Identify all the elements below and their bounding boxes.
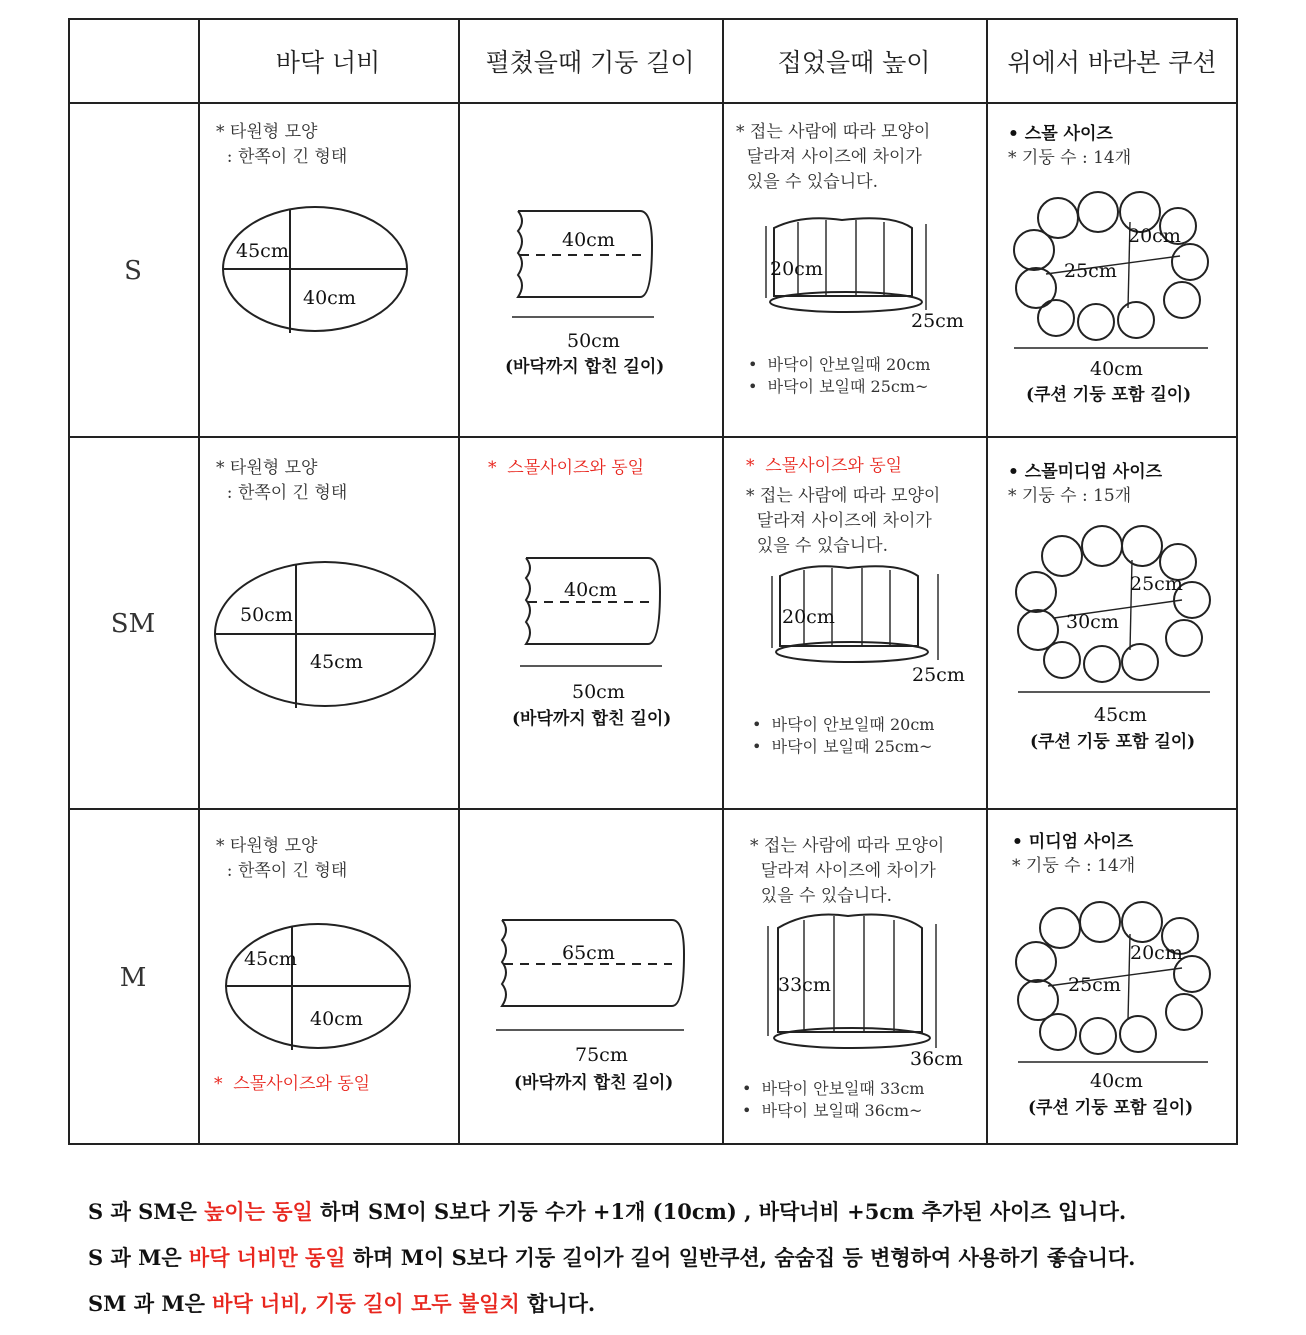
- top-total-dimension: 45cm: [1094, 704, 1147, 726]
- top-inner-vertical: 20cm: [1130, 942, 1183, 964]
- fold-variance-note: * 접는 사람에 따라 모양이 달라져 사이즈에 차이가 있을 수 있습니다.: [736, 122, 931, 192]
- unfold-inner-dimension: 40cm: [564, 579, 617, 601]
- row-divider-1: [68, 436, 1238, 438]
- header-unfolded-length: 펼쳤을때 기둥 길이: [485, 48, 695, 77]
- top-caption: (쿠션 기둥 포함 길이): [1026, 385, 1192, 405]
- header-corner: [68, 18, 198, 104]
- unfold-total-dimension: 75cm: [575, 1044, 628, 1066]
- top-inner-horizontal: 25cm: [1068, 974, 1121, 996]
- col-divider-1: [198, 18, 200, 1145]
- row-label: M: [119, 962, 147, 993]
- top-inner-horizontal: 25cm: [1064, 260, 1117, 282]
- summary-text: S 과 SM은: [88, 1199, 205, 1224]
- top-caption: (쿠션 기둥 포함 길이): [1028, 1098, 1194, 1118]
- top-size-title: • 스몰 사이즈: [1008, 124, 1113, 144]
- unfolded-pillar-diagram: [494, 914, 694, 1039]
- summary-line-sm-m: [88, 1288, 595, 1318]
- fold-variance-note: * 접는 사람에 따라 모양이 달라져 사이즈에 차이가 있을 수 있습니다.: [746, 486, 941, 556]
- top-size-title: • 미디엄 사이즈: [1012, 832, 1134, 852]
- header-folded-height: 접었을때 높이: [777, 48, 931, 77]
- row-label: S: [124, 256, 142, 286]
- col-divider-2: [458, 18, 460, 1145]
- fold-bullet-hidden-floor: • 바닥이 안보일때 20cm: [748, 355, 931, 374]
- floor-oval-diagram: [222, 922, 422, 1057]
- summary-highlight: 바닥 너비만 동일: [188, 1245, 346, 1270]
- fold-bullet-visible-floor: • 바닥이 보일때 25cm~: [752, 737, 933, 756]
- summary-text: 합니다.: [519, 1291, 596, 1316]
- summary-highlight: 높이는 동일: [204, 1199, 313, 1224]
- summary-line-s-sm: [88, 1196, 1126, 1226]
- unfolded-pillar-diagram: [510, 205, 660, 325]
- header-floor-width: 바닥 너비: [275, 48, 381, 77]
- top-total-dimension: 40cm: [1090, 358, 1143, 380]
- unfold-inner-dimension: 65cm: [562, 942, 615, 964]
- row-label: SM: [110, 609, 156, 639]
- fold-variance-note: * 접는 사람에 따라 모양이 달라져 사이즈에 차이가 있을 수 있습니다.: [750, 836, 945, 906]
- row-divider-2: [68, 808, 1238, 810]
- summary-text: 하며 SM이 S보다 기둥 수가 +1개 (10cm) , 바닥너비 +5cm 추가된 사이즈 입니다.: [312, 1199, 1127, 1224]
- fold-total-dimension: 25cm: [912, 664, 965, 686]
- floor-shape-note: * 타원형 모양 : 한쪽이 긴 형태: [216, 122, 348, 167]
- top-inner-vertical: 20cm: [1128, 225, 1181, 247]
- unfold-caption: (바닥까지 합친 길이): [505, 357, 665, 377]
- col-divider-3: [722, 18, 724, 1145]
- summary-highlight: 바닥 너비, 기둥 길이 모두 불일치: [212, 1291, 520, 1316]
- fold-bullet-hidden-floor: • 바닥이 안보일때 20cm: [752, 715, 935, 734]
- unfold-caption: (바닥까지 합친 길이): [514, 1073, 674, 1093]
- top-pillar-count: * 기둥 수 : 14개: [1012, 856, 1136, 876]
- top-inner-vertical: 25cm: [1130, 573, 1183, 595]
- col-divider-4: [986, 18, 988, 1145]
- floor-oval-diagram: [212, 560, 442, 715]
- fold-same-note: * 스몰사이즈와 동일: [746, 456, 903, 476]
- top-inner-horizontal: 30cm: [1066, 611, 1119, 633]
- floor-short-dimension: 45cm: [310, 651, 363, 673]
- summary-line-s-m: [88, 1242, 1135, 1272]
- table-border-bottom: [68, 1143, 1238, 1145]
- floor-oval-diagram: [220, 205, 420, 340]
- floor-short-dimension: 40cm: [310, 1008, 363, 1030]
- unfold-caption: (바닥까지 합친 길이): [512, 709, 672, 729]
- fold-inner-dimension: 33cm: [778, 974, 831, 996]
- header-top-view: 위에서 바라본 쿠션: [1007, 48, 1217, 77]
- floor-short-dimension: 40cm: [303, 287, 356, 309]
- top-caption: (쿠션 기둥 포함 길이): [1030, 732, 1196, 752]
- summary-text: S 과 M은: [88, 1245, 189, 1270]
- floor-long-dimension: 45cm: [236, 240, 289, 262]
- floor-same-note: * 스몰사이즈와 동일: [214, 1074, 371, 1094]
- unfold-inner-dimension: 40cm: [562, 229, 615, 251]
- top-pillar-count: * 기둥 수 : 14개: [1008, 148, 1132, 168]
- summary-text: SM 과 M은: [88, 1291, 213, 1316]
- floor-long-dimension: 45cm: [244, 948, 297, 970]
- fold-total-dimension: 36cm: [910, 1048, 963, 1070]
- top-total-dimension: 40cm: [1090, 1070, 1143, 1092]
- fold-inner-dimension: 20cm: [782, 606, 835, 628]
- unfolded-pillar-diagram: [518, 552, 668, 677]
- fold-inner-dimension: 20cm: [770, 258, 823, 280]
- unfold-total-dimension: 50cm: [567, 330, 620, 352]
- summary-text: 하며 M이 S보다 기둥 길이가 길어 일반쿠션, 숨숨집 등 변형하여 사용하기 좋습니다.: [345, 1245, 1136, 1270]
- fold-bullet-visible-floor: • 바닥이 보일때 36cm~: [742, 1101, 923, 1120]
- floor-shape-note: * 타원형 모양 : 한쪽이 긴 형태: [216, 458, 348, 503]
- unfold-same-note: * 스몰사이즈와 동일: [488, 458, 645, 478]
- floor-long-dimension: 50cm: [240, 604, 293, 626]
- unfold-total-dimension: 50cm: [572, 681, 625, 703]
- floor-shape-note: * 타원형 모양 : 한쪽이 긴 형태: [216, 836, 348, 881]
- fold-bullet-visible-floor: • 바닥이 보일때 25cm~: [748, 377, 929, 396]
- table-border-right: [1236, 18, 1238, 1145]
- top-size-title: • 스몰미디엄 사이즈: [1008, 462, 1163, 482]
- fold-bullet-hidden-floor: • 바닥이 안보일때 33cm: [742, 1079, 925, 1098]
- fold-total-dimension: 25cm: [911, 310, 964, 332]
- top-pillar-count: * 기둥 수 : 15개: [1008, 486, 1132, 506]
